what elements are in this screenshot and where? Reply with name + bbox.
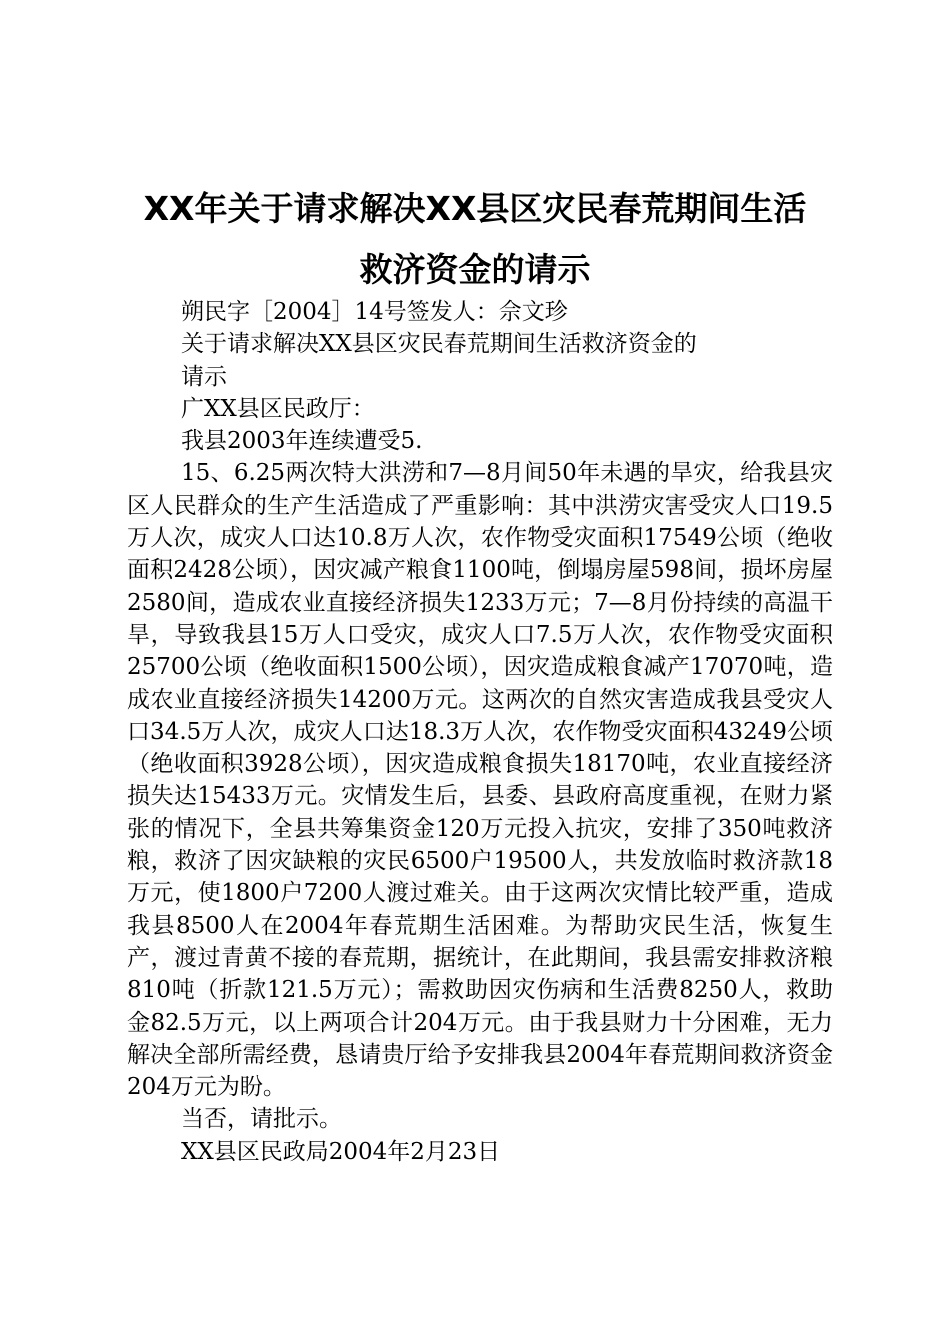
document-title-line-1: XX年关于请求解决XX县区灾民春荒期间生活 [143,189,807,228]
closing-line: 当否，请批示。 [181,1106,342,1133]
subject-line-2: 请示 [181,363,227,390]
doc-number-line: 朔民字［2004］14号签发人：佘文珍 [181,299,568,325]
document-title-line-2: 救济资金的请示 [359,250,591,289]
document-body [127,296,833,1168]
intro-line: 我县2003年连续遭受5. [181,428,423,455]
subject-line-1: 关于请求解决XX县区灾民春荒期间生活救济资金的 [181,331,697,358]
main-paragraph: 15、6.25两次特大洪涝和7—8月间50年未遇的旱灾，给我县灾区人民群众的生产生活造成了严重影响：其中洪涝灾害受灾人口19.5万人次，成灾人口达10.8万人次，农作物受灾面积17549公顷（绝收面积2428公顷），因灾减产粮食1100吨，倒塌房屋598间，损坏房屋2580间，造成农业直接经济损失1233万元；7—8月份持续的高温干旱，导致我县15万人口受灾，成灾人口7.5万人次，农作物受灾面积25700公顷（绝收面积1500公顷），因灾造成粮食减产17070吨，造成农业直接经济损失14200万元。这两次的自然灾害造成我县受灾人口34.5万人次，成灾人口达18.3万人次，农作物受灾面积43249公顷（绝收面积3928公顷），因灾造成粮食损失18170吨，农业直接经济损失达15433万元。灾情发生后，县委、县政府高度重视，在财力紧张的情况下，全县共筹集资金120万元投入抗灾，安排了350吨救济粮，救济了因灾缺粮的灾民6500户19500人，共发放临时救济款18万元，使1800户7200人渡过难关。由于这两次灾情比较严重，造成我县8500人在2004年春荒期生活困难。为帮助灾民生活，恢复生产，渡过青黄不接的春荒期，据统计，在此期间，我县需安排救济粮810吨（折款121.5万元）；需救助因灾伤病和生活费8250人，救助金82.5万元，以上两项合计204万元。由于我县财力十分困难，无力解决全部所需经费，恳请贵厅给予安排我县2004年春荒期间救济资金204万元为盼。 [127,460,833,1101]
signature-line: XX县区民政局2004年2月23日 [181,1138,501,1165]
addressee: 广XX县区民政厅： [181,395,375,422]
